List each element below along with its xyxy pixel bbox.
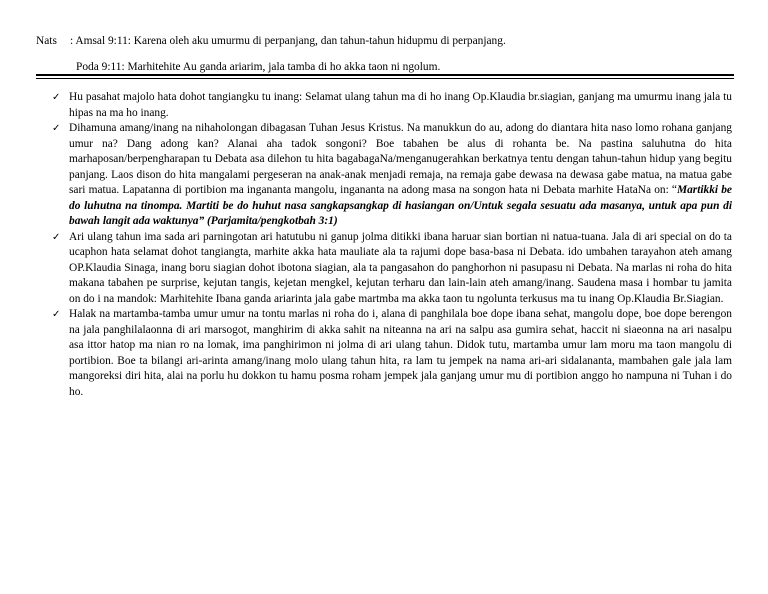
check-mark-icon: ✓ <box>52 309 61 320</box>
bible-quote: Martikki be do luhutna na tinompa. Martiti be do huhut nasa sangkapsangkap di hasiangan on/Untuk segala sesuatu ada masanya, untuk apa pun di bawah langit ada waktunya” (Parjamita/pengkotbah 3:1) <box>69 184 732 227</box>
nats-label: Nats <box>36 35 57 47</box>
nats-line <box>36 33 736 49</box>
check-mark-icon: ✓ <box>52 231 61 243</box>
check-mark-icon: ✓ <box>52 92 61 103</box>
paragraph-text: Halak na martamba-tamba umur umur na tontu marlas ni roha do i, alana di panghilala boe dope ibana sehat, mangolu dope, boe dope berengon na jala panghilalaonna di ari marsogot, manghirim di akka sahit na niteanna na ari na salpu asa gumira sehat, haccit ni siaeonna na ari nasalpu asa ittor hatop ma nian ro na lomak, ima panghirimon ni jolma di ari ulang tahun. Didok tutu, martamba umur lam moru ma taon mangolu di portibion. Boe ta bilangi ari-arinta amang/inang molo ulang tahun hita, ra lam tu jempek na nama ari-ari sidalananta, mambahen gale jala lam mangoreksi diri hita, alai na porlu hu dokkon tu hamu posma roham jempek jala ganjang umur mu di portibion anggo ho nampuna ni Tuhan i do ho. <box>69 308 732 398</box>
header-divider-thin <box>36 78 734 79</box>
header-divider-thick <box>36 74 734 76</box>
paragraph-text: Ari ulang tahun ima sada ari parningotan ari hatutubu ni ganup jolma ditikki ibana haruar sian bortian ni natua-tuana. Jala di ari special on do ta ucaphon hata selamat dohot tangiangta, marhite akka hata mauliate ala ta rajumi dope basa-basa ni Debata. ido umbahen tarayahon ateh amang OP.Klaudia Sinaga, inang boru siagian dohot ibotona siagian, ala ta pangasahon do panghorhon ni pasupasu ni Debata. Na marlas ni roha do hita makana tabahen pe surprise, kejutan tangis, kejetan mengkel, kejutan terharu dan lain-lain ateh amang/inang. Saudena masa i hombar tu jamita on do i na mandok: Marhitehite Ibana ganda ariarinta jala gabe martmba ma akka taon tu ngolunta terkusus ma tu inang Op.Klaudia Br.Siagian. <box>69 230 732 305</box>
bullet-item <box>52 90 732 121</box>
check-mark-icon: ✓ <box>52 123 61 134</box>
bullet-list <box>52 90 732 400</box>
bullet-item <box>52 307 732 400</box>
paragraph-text: Hu pasahat majolo hata dohot tangiangku tu inang: Selamat ulang tahun ma di ho inang Op.Klaudia br.siagian, ganjang ma umurmu inang jala tu hipas na ma ho inang. <box>69 91 732 119</box>
poda-line: Poda 9:11: Marhitehite Au ganda ariarim, jala tamba di ho akka taon ni ngolum. <box>76 61 441 73</box>
nats-text: : Amsal 9:11: Karena oleh aku umurmu di perpanjang, dan tahun-tahun hidupmu di perpanjang. <box>70 35 506 47</box>
bullet-item <box>52 121 732 230</box>
paragraph-text: Dihamuna amang/inang na nihaholongan dibagasan Tuhan Jesus Kristus. Na manukkun do au, adong do diantara hita naso lomo rohana ganjang umur na? Dang adong kan? Alanai aha tadok songoni? Boe tabahen be alus di rohanta be. Na pastina saluhutna do hita marhaposan/berpengharapan tu Debata asa dilehon tu hita bagabagaNa/menganugerahkan berkatnya tentu dengan tahun-tahun hidup yang begitu panjang. Laos dison do hita mangalami pergeseran na anak-anak menjadi remaja, na remaja gabe dewasa na dewasa gabe matua, na matua gabe sari matua. Lapatanna di portibion ma ingananta mangolu, ingananta na adong masa na songon hata ni Debata marhite HataNa on: “ <box>69 122 732 196</box>
bullet-item <box>52 230 732 308</box>
